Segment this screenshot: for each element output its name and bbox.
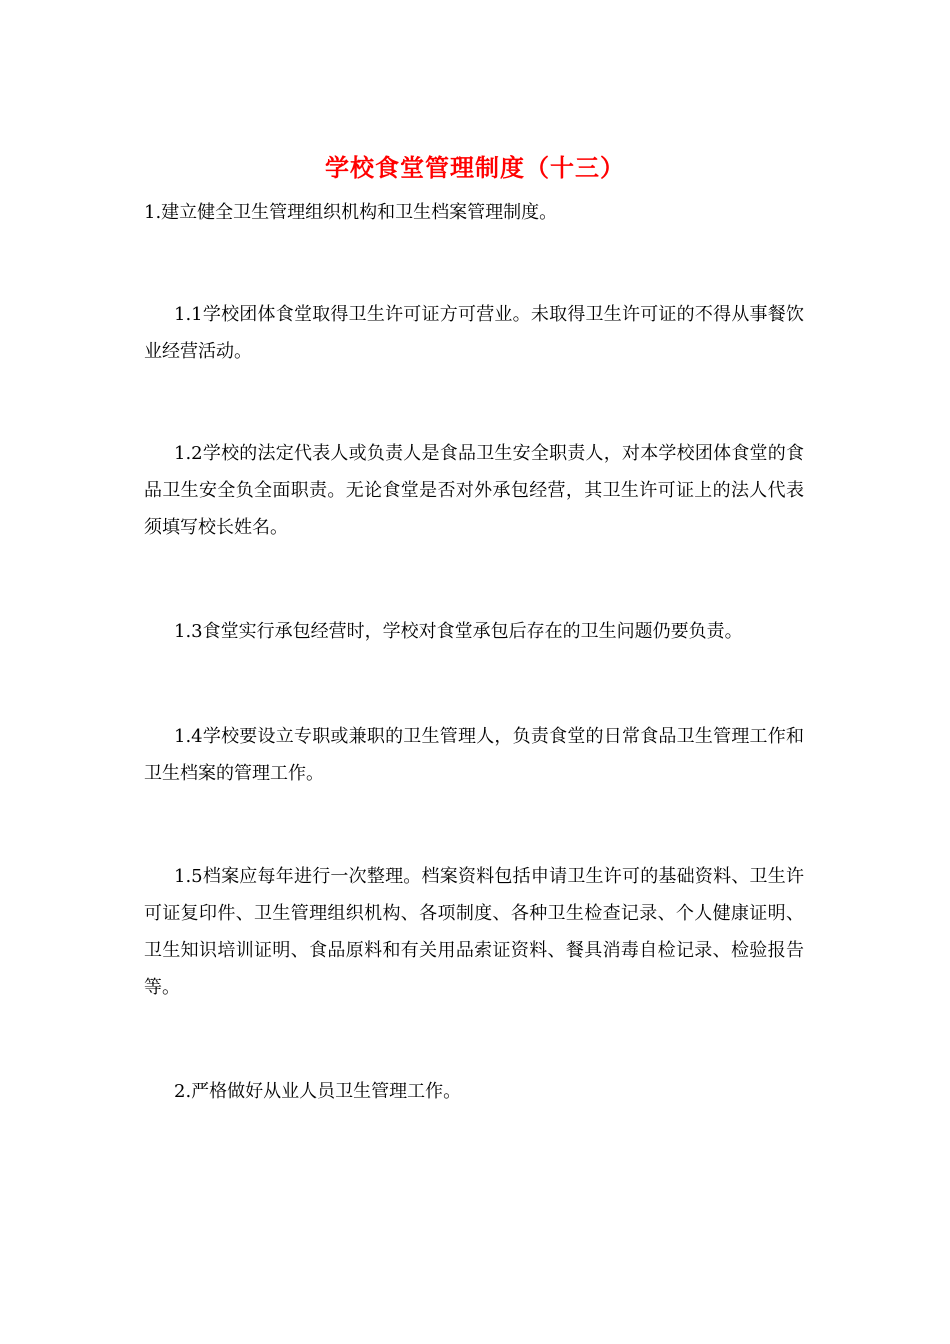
- paragraph-1-3: 1.3食堂实行承包经营时，学校对食堂承包后存在的卫生问题仍要负责。: [174, 621, 743, 642]
- paragraph-1-2: 1.2学校的法定代表人或负责人是食品卫生安全职责人，对本学校团体食堂的食品卫生安全负全面职责。无论食堂是否对外承包经营，其卫生许可证上的法人代表须填写校长姓名。: [144, 443, 804, 538]
- paragraph-1: 1.建立健全卫生管理组织机构和卫生档案管理制度。: [144, 202, 558, 223]
- paragraph-1-5: 1.5档案应每年进行一次整理。档案资料包括申请卫生许可的基础资料、卫生许可证复印件、卫生管理组织机构、各项制度、各种卫生检查记录、个人健康证明、卫生知识培训证明、食品原料和有关用品索证资料、餐具消毒自检记录、检验报告等。: [144, 866, 804, 998]
- paragraph-1-4: 1.4学校要设立专职或兼职的卫生管理人，负责食堂的日常食品卫生管理工作和卫生档案的管理工作。: [144, 726, 804, 784]
- document-title: 学校食堂管理制度（十三）: [325, 153, 625, 182]
- paragraph-2: 2.严格做好从业人员卫生管理工作。: [174, 1081, 462, 1102]
- paragraph-1-1: 1.1学校团体食堂取得卫生许可证方可营业。未取得卫生许可证的不得从事餐饮业经营活动。: [144, 304, 804, 362]
